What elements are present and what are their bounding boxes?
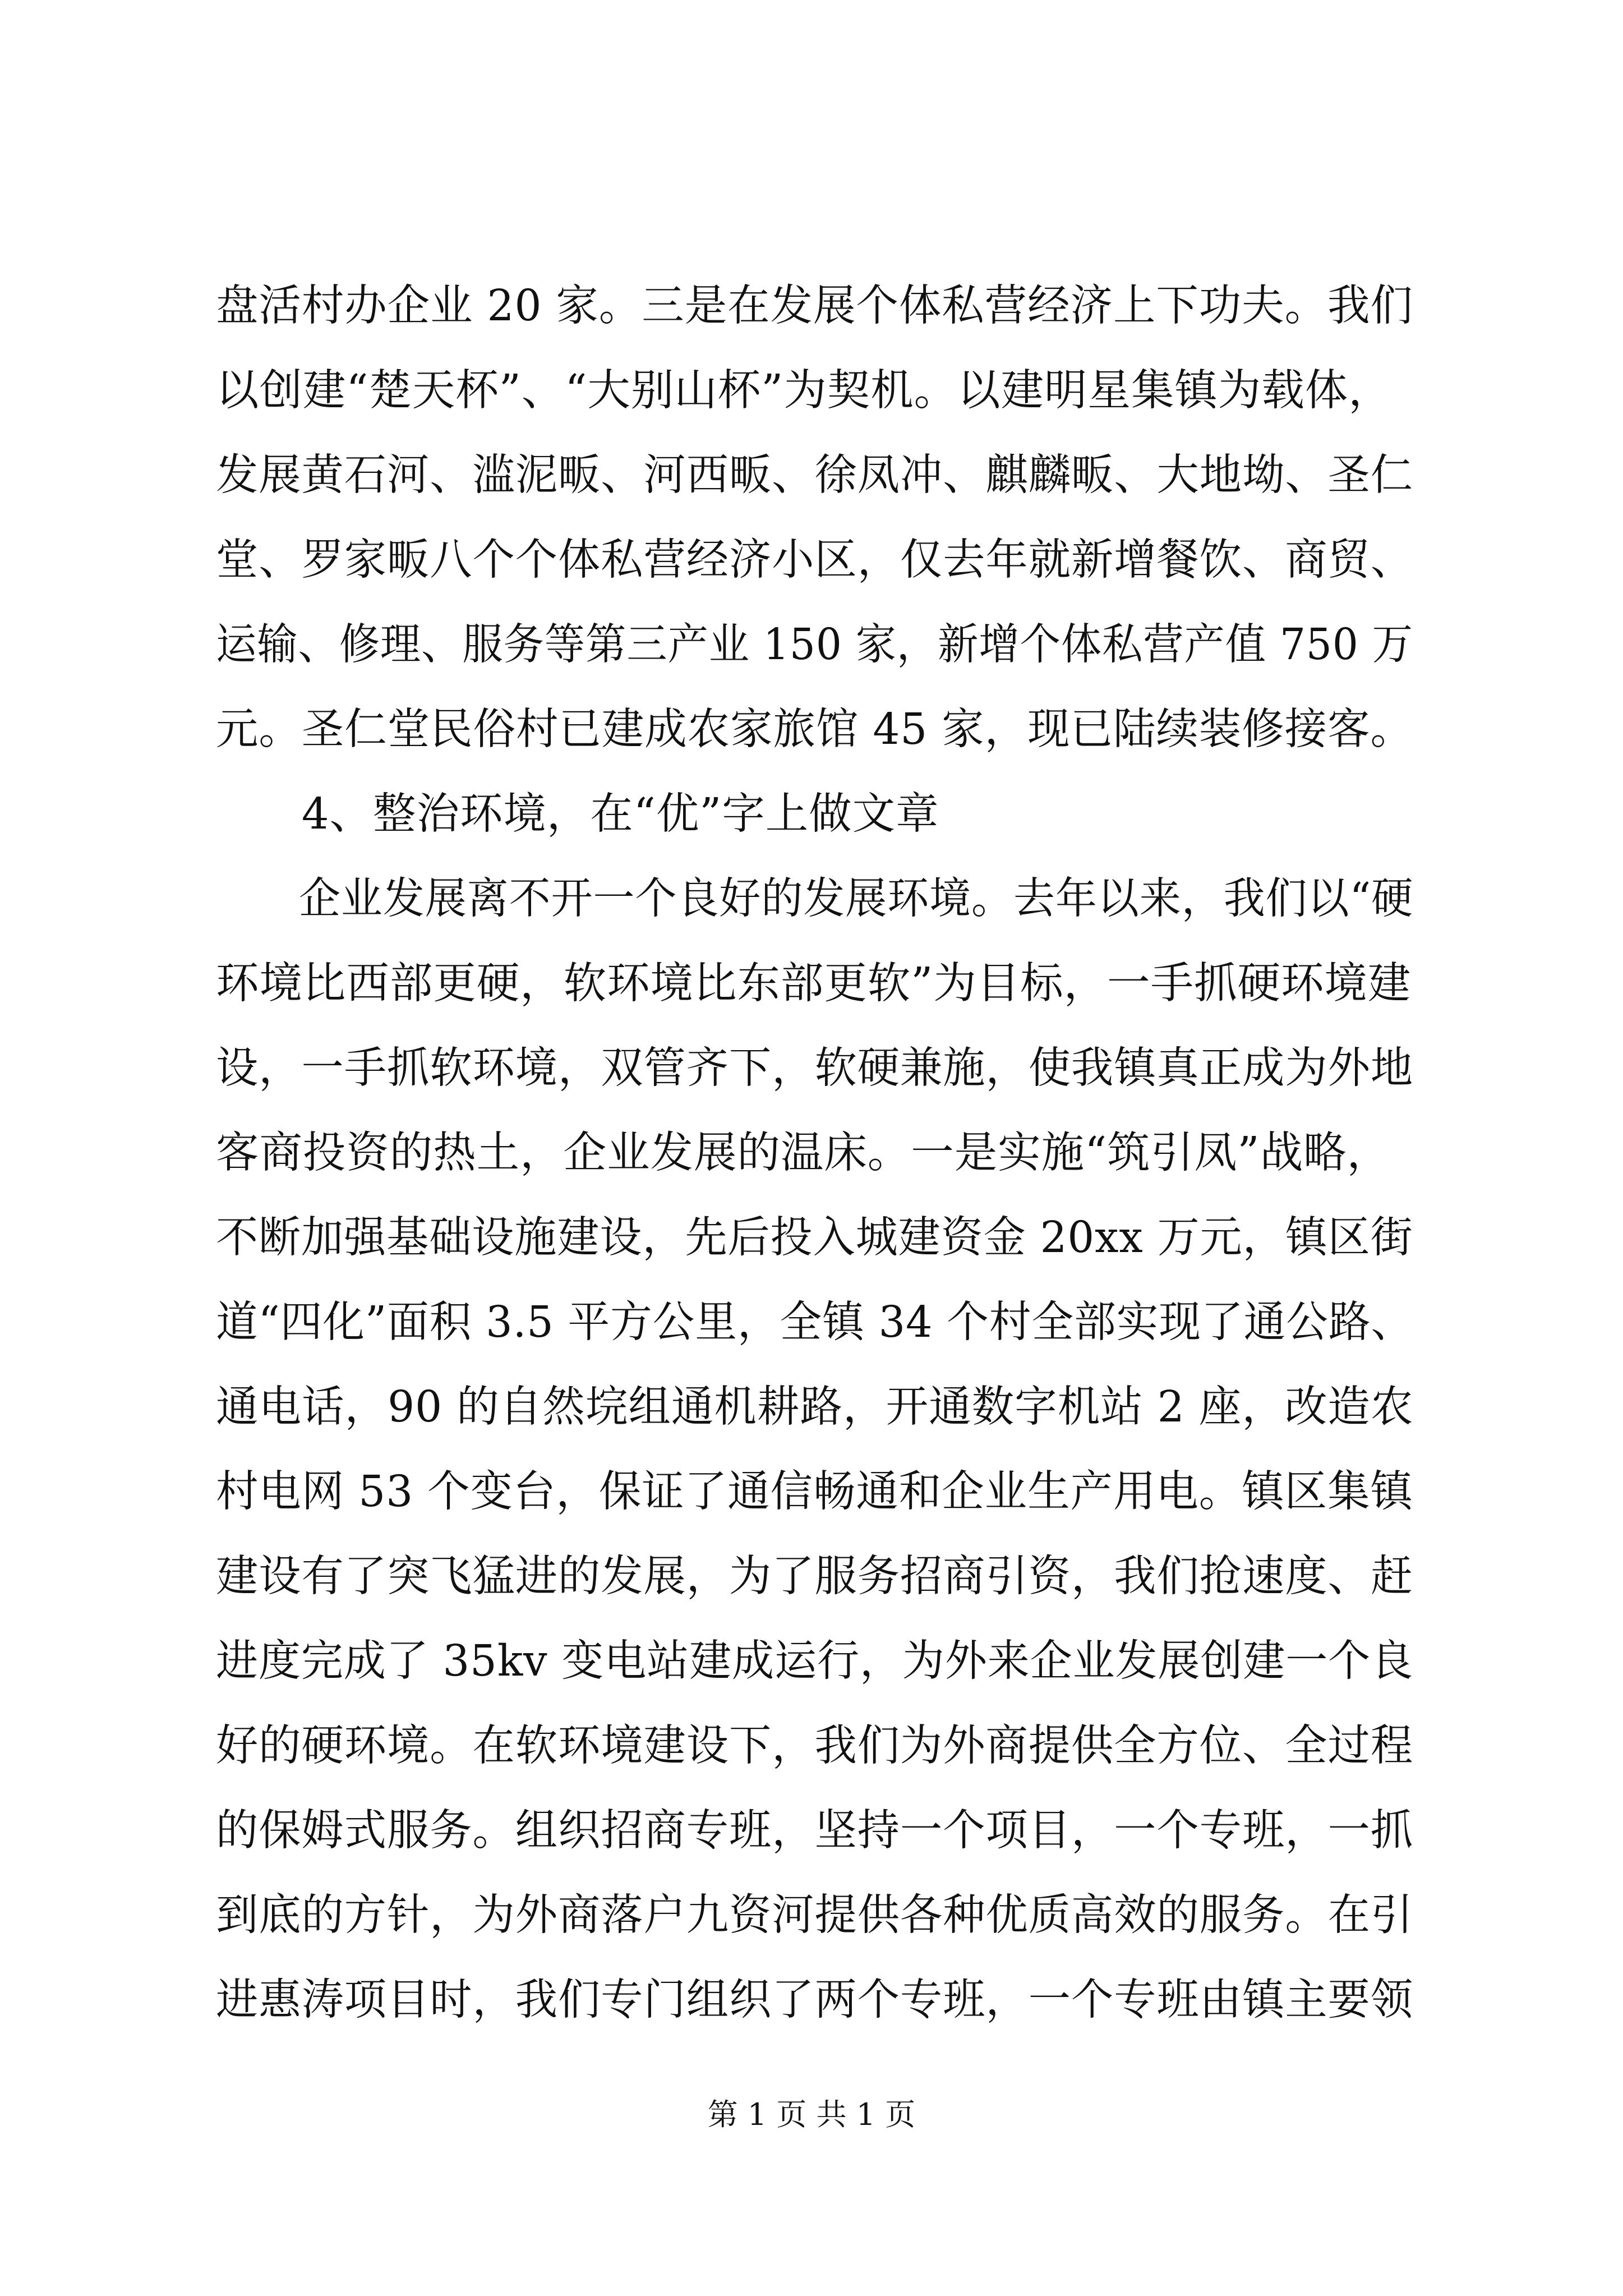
text-line: 元。圣仁堂民俗村已建成农家旅馆 45 家，现已陆续装修接客。 xyxy=(216,705,1413,754)
text-line: 以创建“楚天杯”、“大别山杯”为契机。以建明星集镇为载体， xyxy=(216,366,1392,416)
text-line: 进惠涛项目时，我们专门组织了两个专班，一个专班由镇主要领 xyxy=(216,1975,1414,2025)
section-heading: 4、整治环境，在“优”字上做文章 xyxy=(301,789,939,839)
text-line: 的保姆式服务。组织招商专班，坚持一个项目，一个专班，一抓 xyxy=(216,1806,1414,1856)
text-line: 堂、罗家畈八个个体私营经济小区，仅去年就新增餐饮、商贸、 xyxy=(216,535,1414,585)
page-footer: 第 1 页 共 1 页 xyxy=(707,2097,916,2132)
text-line: 不断加强基础设施建设，先后投入城建资金 20xx 万元，镇区街 xyxy=(216,1213,1413,1263)
text-line: 道“四化”面积 3.5 平方公里，全镇 34 个村全部实现了通公路、 xyxy=(216,1297,1414,1347)
text-line: 到底的方针，为外商落户九资河提供各种优质高效的服务。在引 xyxy=(216,1890,1414,1940)
text-line: 发展黄石河、滥泥畈、河西畈、徐凤冲、麒麟畈、大地坳、圣仁 xyxy=(216,450,1414,500)
text-line: 村电网 53 个变台，保证了通信畅通和企业生产用电。镇区集镇 xyxy=(216,1467,1413,1517)
text-line: 企业发展离不开一个良好的发展环境。去年以来，我们以“硬 xyxy=(298,874,1414,924)
text-line: 通电话，90 的自然垸组通机耕路，开通数字机站 2 座，改造农 xyxy=(216,1382,1414,1432)
text-line: 盘活村办企业 20 家。三是在发展个体私营经济上下功夫。我们 xyxy=(216,281,1413,331)
text-line: 进度完成了 35kv 变电站建成运行，为外来企业发展创建一个良 xyxy=(216,1636,1414,1686)
document-body xyxy=(216,264,1422,2042)
text-line: 环境比西部更硬，软环境比东部更软”为目标，一手抓硬环境建 xyxy=(216,959,1412,1009)
text-line: 好的硬环境。在软环境建设下，我们为外商提供全方位、全过程 xyxy=(216,1721,1414,1771)
text-line: 建设有了突飞猛进的发展，为了服务招商引资，我们抢速度、赶 xyxy=(216,1552,1414,1602)
text-line: 客商投资的热土，企业发展的温床。一是实施“筑引凤”战略， xyxy=(216,1128,1390,1178)
text-line: 运输、修理、服务等第三产业 150 家，新增个体私营产值 750 万 xyxy=(216,620,1413,670)
text-line: 设，一手抓软环境，双管齐下，软硬兼施，使我镇真正成为外地 xyxy=(216,1043,1414,1093)
